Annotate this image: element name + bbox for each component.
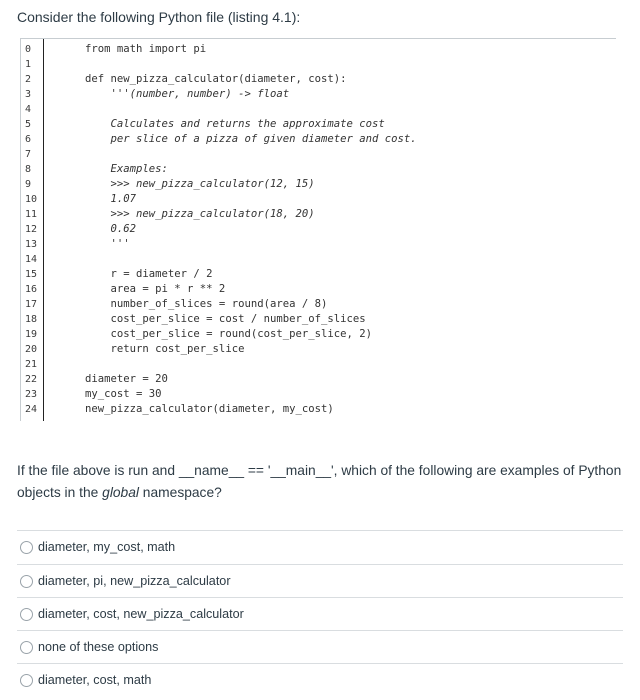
code-line: 0.62 — [85, 223, 137, 235]
question-prompt-emphasis: global — [102, 485, 139, 500]
line-number-gutter — [20, 39, 44, 421]
line-number: 15 — [25, 269, 38, 280]
line-number: 12 — [25, 224, 38, 235]
line-number: 18 — [25, 314, 38, 325]
code-line: cost_per_slice = round(cost_per_slice, 2) — [85, 328, 373, 340]
answer-label[interactable]: none of these options — [38, 640, 159, 654]
code-line: def new_pizza_calculator(diameter, cost): — [85, 73, 347, 85]
line-number: 4 — [25, 104, 32, 115]
code-line: ''' — [85, 238, 130, 250]
code-line: from math import pi — [85, 43, 207, 55]
answer-label[interactable]: diameter, pi, new_pizza_calculator — [38, 574, 231, 588]
line-number: 0 — [25, 44, 32, 55]
code-line: number_of_slices = round(area / 8) — [85, 298, 328, 310]
line-number: 20 — [25, 344, 38, 355]
code-line: area = pi * r ** 2 — [85, 283, 226, 295]
line-number: 2 — [25, 74, 32, 85]
line-number: 21 — [25, 359, 38, 370]
radio-button[interactable] — [20, 608, 33, 621]
answer-option[interactable] — [17, 631, 623, 664]
line-number: 23 — [25, 389, 38, 400]
line-number: 11 — [25, 209, 38, 220]
code-line: 1.07 — [85, 193, 137, 205]
answer-option[interactable] — [17, 598, 623, 631]
line-number: 24 — [25, 404, 38, 415]
question-prompt-text: If the file above is run and __name__ == '__main__', which of the following are examples of Python objects in the — [17, 463, 622, 500]
code-line: diameter = 20 — [85, 373, 168, 385]
radio-button[interactable] — [20, 641, 33, 654]
line-number: 13 — [25, 239, 38, 250]
line-number: 19 — [25, 329, 38, 340]
line-number: 22 — [25, 374, 38, 385]
answer-option[interactable] — [17, 664, 623, 697]
line-number: 7 — [25, 149, 32, 160]
code-line: >>> new_pizza_calculator(12, 15) — [85, 178, 315, 190]
line-number: 3 — [25, 89, 32, 100]
line-number: 5 — [25, 119, 32, 130]
answer-option[interactable] — [17, 531, 623, 564]
line-number: 17 — [25, 299, 38, 310]
code-line: new_pizza_calculator(diameter, my_cost) — [85, 403, 334, 415]
code-line: r = diameter / 2 — [85, 268, 213, 280]
answer-label[interactable]: diameter, cost, math — [38, 673, 152, 687]
line-number: 6 — [25, 134, 32, 145]
code-line: return cost_per_slice — [85, 343, 245, 355]
code-line: Examples: — [85, 163, 168, 175]
answer-label[interactable]: diameter, cost, new_pizza_calculator — [38, 607, 244, 621]
answer-option[interactable] — [17, 565, 623, 598]
code-line: cost_per_slice = cost / number_of_slices — [85, 313, 366, 325]
line-number: 10 — [25, 194, 38, 205]
question-title: Consider the following Python file (listing 4.1): — [17, 9, 301, 25]
code-line: '''(number, number) -> float — [85, 88, 290, 100]
code-line: >>> new_pizza_calculator(18, 20) — [85, 208, 315, 220]
question-prompt-text-end: namespace? — [138, 485, 222, 500]
line-number: 8 — [25, 164, 32, 175]
question-prompt — [17, 460, 627, 504]
code-listing — [20, 38, 616, 423]
radio-button[interactable] — [20, 575, 33, 588]
line-number: 1 — [25, 59, 32, 70]
answer-label[interactable]: diameter, my_cost, math — [38, 540, 176, 554]
line-number: 9 — [25, 179, 32, 190]
line-number: 16 — [25, 284, 38, 295]
radio-button[interactable] — [20, 674, 33, 687]
radio-button[interactable] — [20, 541, 33, 554]
code-line: per slice of a pizza of given diameter and cost. — [85, 133, 417, 145]
line-number: 14 — [25, 254, 38, 265]
code-line: my_cost = 30 — [85, 388, 162, 400]
code-line: Calculates and returns the approximate cost — [85, 118, 385, 130]
